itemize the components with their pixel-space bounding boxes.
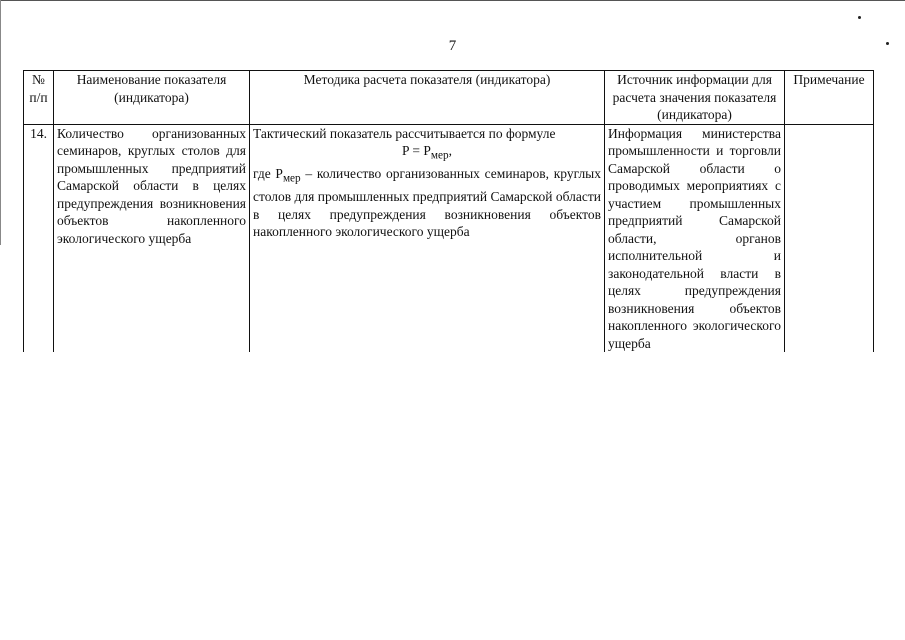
scan-speck (886, 42, 889, 45)
header-source: Источник информации для расчета значения показателя (индикатора) (605, 71, 785, 125)
calculation-method (250, 124, 605, 352)
header-name: Наименование показателя (индикатора) (54, 71, 250, 125)
where-text: – количество организованных семинаров, круглых столов для промышленных предприятий Самарской области в целях предупреждения возникновения объектов накопленного экологического ущерба (253, 166, 601, 240)
header-method: Методика расчета показателя (индикатора) (250, 71, 605, 125)
header-note: Примечание (785, 71, 874, 125)
information-source: Информация министерства промышленности и торговли Самарской области о проводимых мероприятиях с участием промышленных предприятий Самарской области, органов исполнительной и законодательной власти в целях предупреждения возникновения объектов накопленного экологического ущерба (605, 124, 785, 352)
where-lead: где P (253, 166, 283, 182)
scan-speck (858, 16, 861, 19)
left-edge-line (0, 0, 1, 245)
table-row (24, 124, 874, 352)
indicator-name: Количество организованных семинаров, круглых столов для промышленных предприятий Самарской области в целях предупреждения возникновения объектов накопленного экологического ущерба (54, 124, 250, 352)
header-row (24, 71, 874, 125)
method-intro: Тактический показатель рассчитывается по формуле (253, 125, 556, 141)
page-number: 7 (448, 38, 457, 54)
formula-subscript: мер (430, 149, 449, 162)
top-rule (0, 0, 905, 1)
formula-explanation (253, 165, 601, 241)
formula (253, 142, 601, 165)
where-subscript: мер (282, 172, 301, 185)
indicators-table (23, 70, 874, 352)
formula-lhs: P = P (401, 143, 431, 158)
formula-end: , (448, 143, 452, 158)
note-cell (785, 124, 874, 352)
row-number: 14. (24, 124, 54, 352)
header-num: № п/п (24, 71, 54, 125)
